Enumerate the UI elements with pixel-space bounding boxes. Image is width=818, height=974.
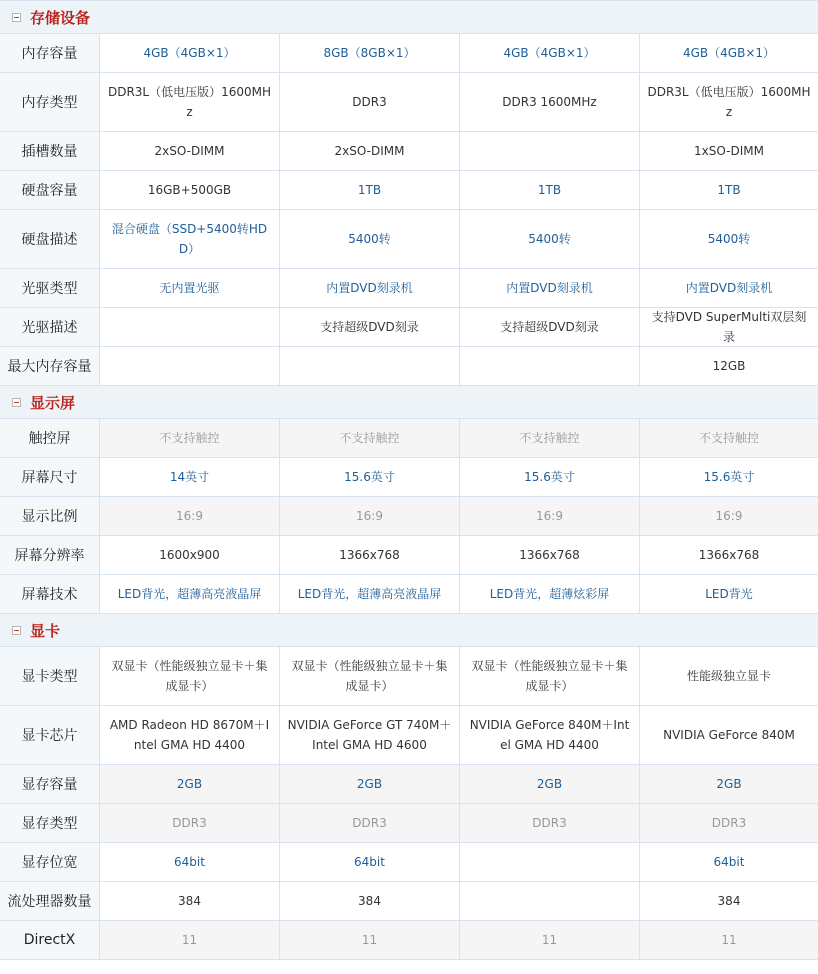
spec-value: 11	[460, 921, 640, 959]
spec-label: DirectX	[0, 921, 100, 959]
spec-value	[100, 347, 280, 385]
spec-row	[0, 921, 818, 960]
spec-label: 显卡芯片	[0, 706, 100, 764]
spec-value: 1xSO-DIMM	[694, 144, 764, 158]
collapse-minus-icon[interactable]	[12, 398, 21, 407]
spec-row	[0, 34, 818, 73]
spec-value: 不支持触控	[460, 419, 640, 457]
spec-row	[0, 308, 818, 347]
spec-row	[0, 171, 818, 210]
spec-value: 11	[100, 921, 280, 959]
collapse-minus-icon[interactable]	[12, 626, 21, 635]
spec-value: 11	[280, 921, 460, 959]
spec-label: 光驱类型	[0, 269, 100, 307]
spec-value: 384	[717, 894, 741, 908]
spec-value: 1366x768	[280, 536, 460, 574]
spec-value: DDR3	[100, 804, 280, 842]
spec-value-link[interactable]: 5400转	[707, 232, 751, 246]
spec-row	[0, 575, 818, 614]
spec-value: 16:9	[640, 497, 818, 535]
spec-value-link[interactable]: 2GB	[100, 765, 280, 803]
spec-value-link[interactable]: 14英寸	[100, 458, 280, 496]
spec-value: 不支持触控	[280, 419, 460, 457]
spec-row	[0, 882, 818, 921]
spec-value-link[interactable]: 64bit	[100, 843, 280, 881]
spec-value: NVIDIA GeForce GT 740M＋Intel GMA HD 4600	[280, 706, 460, 764]
spec-value: 支持超级DVD刻录	[280, 308, 460, 346]
spec-value-link[interactable]: 1TB	[460, 171, 640, 209]
spec-value: 12GB	[712, 359, 746, 373]
spec-value: 支持超级DVD刻录	[460, 308, 640, 346]
spec-value	[100, 308, 280, 346]
collapse-minus-icon[interactable]	[12, 13, 21, 22]
spec-value-link[interactable]: 1TB	[717, 183, 741, 197]
spec-value: 双显卡（性能级独立显卡＋集成显卡）	[280, 647, 460, 705]
section-header-graphics[interactable]	[0, 614, 818, 647]
spec-value: 1366x768	[698, 548, 760, 562]
spec-label: 显存位宽	[0, 843, 100, 881]
spec-value: DDR3	[280, 73, 460, 131]
spec-value-link[interactable]: 内置DVD刻录机	[280, 269, 460, 307]
spec-value: NVIDIA GeForce 840M	[663, 728, 795, 742]
spec-label: 显示比例	[0, 497, 100, 535]
section-header-storage[interactable]	[0, 1, 818, 34]
spec-value: DDR3L（低电压版）1600MHz	[647, 85, 811, 119]
spec-label: 光驱描述	[0, 308, 100, 346]
spec-value: 性能级独立显卡	[686, 669, 771, 683]
spec-value-link[interactable]: 4GB（4GB×1）	[100, 34, 280, 72]
spec-value-link[interactable]: 1TB	[280, 171, 460, 209]
spec-row	[0, 210, 818, 269]
spec-value-link[interactable]: 15.6英寸	[460, 458, 640, 496]
spec-value: NVIDIA GeForce 840M＋Intel GMA HD 4400	[460, 706, 640, 764]
spec-value: DDR3L（低电压版）1600MHz	[100, 73, 280, 131]
spec-value: 双显卡（性能级独立显卡＋集成显卡）	[100, 647, 280, 705]
spec-row	[0, 706, 818, 765]
spec-label: 硬盘描述	[0, 210, 100, 268]
spec-value: 不支持触控	[100, 419, 280, 457]
spec-label: 屏幕技术	[0, 575, 100, 613]
spec-value-link[interactable]: LED背光	[705, 587, 753, 601]
spec-label: 显卡类型	[0, 647, 100, 705]
section-title: 显卡	[30, 621, 61, 640]
spec-label: 最大内存容量	[0, 347, 100, 385]
spec-row	[0, 804, 818, 843]
spec-label: 屏幕分辨率	[0, 536, 100, 574]
spec-value: 1366x768	[460, 536, 640, 574]
spec-row	[0, 347, 818, 386]
spec-label: 屏幕尺寸	[0, 458, 100, 496]
spec-value: 16:9	[280, 497, 460, 535]
spec-value	[460, 347, 640, 385]
section-header-display[interactable]	[0, 386, 818, 419]
spec-row	[0, 132, 818, 171]
spec-row	[0, 497, 818, 536]
spec-value: 384	[100, 882, 280, 920]
spec-value	[460, 882, 640, 920]
spec-value: DDR3	[640, 804, 818, 842]
spec-label: 显存类型	[0, 804, 100, 842]
spec-value-link[interactable]: 8GB（8GB×1）	[280, 34, 460, 72]
spec-value: 16:9	[100, 497, 280, 535]
spec-value: DDR3 1600MHz	[460, 73, 640, 131]
spec-label: 插槽数量	[0, 132, 100, 170]
spec-row	[0, 536, 818, 575]
spec-value: 双显卡（性能级独立显卡＋集成显卡）	[460, 647, 640, 705]
spec-value-link[interactable]: 15.6英寸	[703, 470, 755, 484]
spec-value-link[interactable]: 64bit	[713, 855, 745, 869]
spec-label: 硬盘容量	[0, 171, 100, 209]
spec-row	[0, 73, 818, 132]
spec-label: 内存容量	[0, 34, 100, 72]
spec-row	[0, 647, 818, 706]
spec-value-link[interactable]: 15.6英寸	[280, 458, 460, 496]
section-title: 显示屏	[30, 393, 76, 412]
spec-value-link[interactable]: 2GB	[640, 765, 818, 803]
spec-value: DDR3	[280, 804, 460, 842]
spec-label: 内存类型	[0, 73, 100, 131]
spec-row	[0, 765, 818, 804]
spec-label: 显存容量	[0, 765, 100, 803]
spec-value	[460, 843, 640, 881]
spec-label: 流处理器数量	[0, 882, 100, 920]
spec-value-link[interactable]: 5400转	[460, 210, 640, 268]
spec-value-link[interactable]: 4GB（4GB×1）	[460, 34, 640, 72]
spec-value	[460, 132, 640, 170]
spec-value-link[interactable]: 内置DVD刻录机	[460, 269, 640, 307]
spec-value: 2xSO-DIMM	[100, 132, 280, 170]
spec-value: 384	[280, 882, 460, 920]
spec-value	[280, 347, 460, 385]
spec-value-link[interactable]: LED背光，超薄炫彩屏	[460, 575, 640, 613]
spec-value: 支持DVD SuperMulti双层刻录	[651, 310, 807, 344]
spec-value: 不支持触控	[640, 419, 818, 457]
spec-row	[0, 269, 818, 308]
spec-value: 16GB+500GB	[100, 171, 280, 209]
spec-value-link[interactable]: 2GB	[460, 765, 640, 803]
spec-label: 触控屏	[0, 419, 100, 457]
spec-value: 11	[640, 921, 818, 959]
spec-value-link[interactable]: 2GB	[280, 765, 460, 803]
spec-value-link[interactable]: 混合硬盘（SSD+5400转HDD）	[100, 210, 280, 268]
spec-value-link[interactable]: LED背光，超薄高亮液晶屏	[100, 575, 280, 613]
spec-row	[0, 419, 818, 458]
spec-row	[0, 458, 818, 497]
spec-value-link[interactable]: LED背光，超薄高亮液晶屏	[280, 575, 460, 613]
spec-row	[0, 843, 818, 882]
spec-value: DDR3	[460, 804, 640, 842]
spec-value-link[interactable]: 4GB（4GB×1）	[682, 46, 776, 60]
spec-value-link[interactable]: 5400转	[280, 210, 460, 268]
spec-value: AMD Radeon HD 8670M＋Intel GMA HD 4400	[100, 706, 280, 764]
spec-value-link[interactable]: 64bit	[280, 843, 460, 881]
spec-value: 1600x900	[100, 536, 280, 574]
spec-value: 16:9	[460, 497, 640, 535]
spec-value-link[interactable]: 无内置光驱	[100, 269, 280, 307]
spec-value-link[interactable]: 内置DVD刻录机	[685, 281, 773, 295]
section-title: 存储设备	[30, 8, 91, 27]
spec-value: 2xSO-DIMM	[280, 132, 460, 170]
